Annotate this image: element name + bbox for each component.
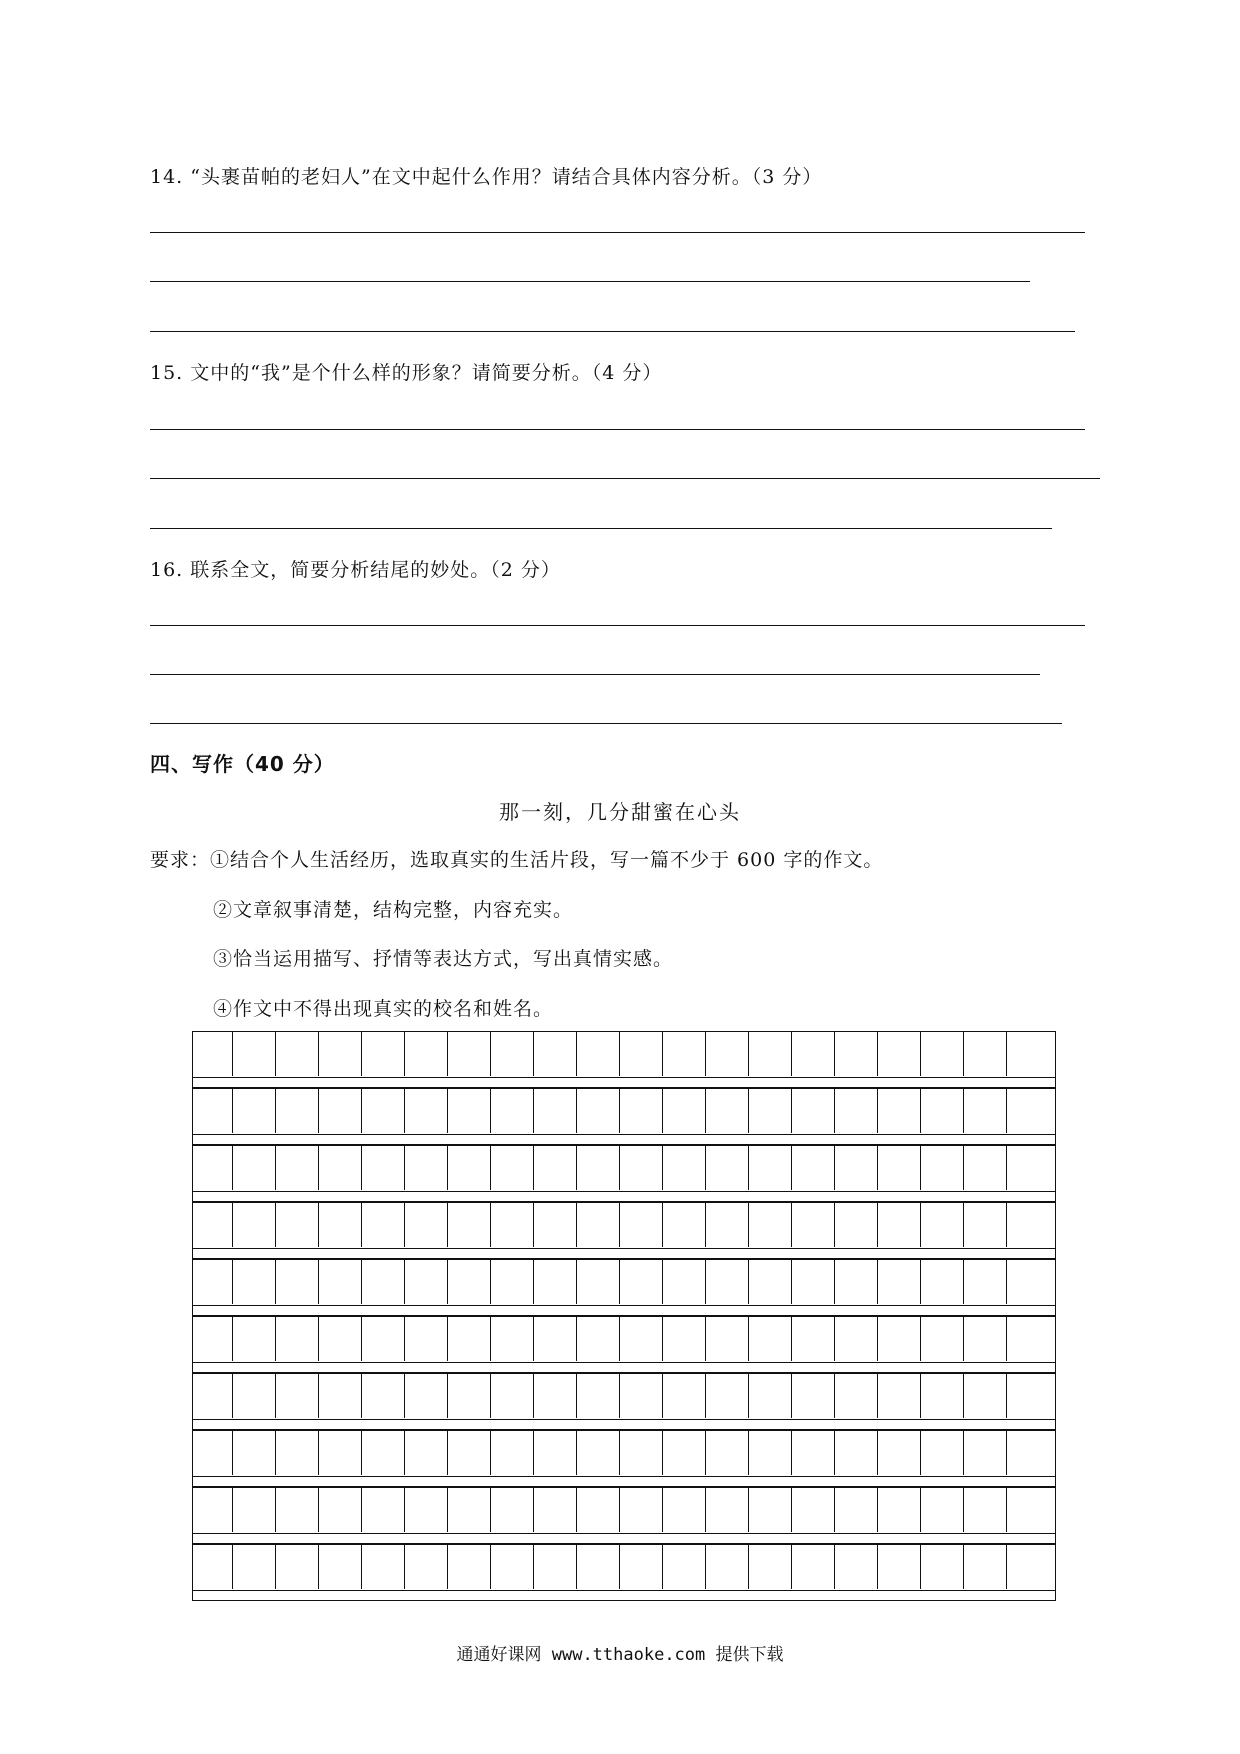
- grid-cell-divider: [662, 1089, 663, 1133]
- grid-cell-divider: [404, 1431, 405, 1475]
- grid-cell-divider: [533, 1374, 534, 1418]
- grid-cell-divider: [748, 1374, 749, 1418]
- grid-cell-divider: [232, 1146, 233, 1190]
- grid-cell-divider: [920, 1317, 921, 1361]
- requirement-item: ②文章叙事清楚，结构完整，内容充实。: [213, 899, 574, 921]
- grid-cell-divider: [447, 1203, 448, 1247]
- grid-cell-divider: [834, 1488, 835, 1532]
- answer-line[interactable]: [150, 478, 1100, 479]
- grid-cell-divider: [877, 1431, 878, 1475]
- grid-cell-divider: [404, 1203, 405, 1247]
- grid-cell-divider: [490, 1260, 491, 1304]
- grid-cell-divider: [619, 1032, 620, 1076]
- grid-cell-divider: [361, 1317, 362, 1361]
- grid-cell-divider: [447, 1545, 448, 1589]
- grid-cell-divider: [447, 1374, 448, 1418]
- answer-line[interactable]: [150, 528, 1052, 529]
- grid-cell-divider: [232, 1203, 233, 1247]
- question-number: 14.: [150, 166, 184, 188]
- grid-cell-divider: [877, 1260, 878, 1304]
- grid-cell-divider: [791, 1089, 792, 1133]
- grid-cell-divider: [404, 1089, 405, 1133]
- grid-cell-divider: [834, 1089, 835, 1133]
- grid-cell-divider: [447, 1032, 448, 1076]
- grid-row-spacer: [192, 1249, 1056, 1259]
- grid-row-spacer: [192, 1591, 1056, 1601]
- grid-cell-divider: [705, 1260, 706, 1304]
- grid-cell-divider: [920, 1545, 921, 1589]
- grid-cell-divider: [490, 1374, 491, 1418]
- grid-cell-divider: [619, 1260, 620, 1304]
- answer-line[interactable]: [150, 429, 1085, 430]
- grid-cell-divider: [318, 1431, 319, 1475]
- question-number: 15.: [150, 362, 184, 384]
- grid-cell-divider: [920, 1260, 921, 1304]
- grid-cell-divider: [1006, 1374, 1007, 1418]
- essay-title: 那一刻，几分甜蜜在心头: [499, 800, 741, 824]
- grid-row-spacer: [192, 1135, 1056, 1145]
- grid-cell-divider: [920, 1032, 921, 1076]
- grid-cell-divider: [447, 1488, 448, 1532]
- answer-line[interactable]: [150, 674, 1040, 675]
- grid-cell-divider: [834, 1317, 835, 1361]
- grid-cell-divider: [447, 1317, 448, 1361]
- grid-cell-divider: [275, 1089, 276, 1133]
- grid-cell-divider: [877, 1317, 878, 1361]
- grid-cell-divider: [834, 1431, 835, 1475]
- grid-cell-divider: [576, 1374, 577, 1418]
- grid-cell-divider: [791, 1032, 792, 1076]
- grid-cell-divider: [490, 1545, 491, 1589]
- grid-cell-divider: [619, 1203, 620, 1247]
- grid-row-spacer: [192, 1534, 1056, 1544]
- grid-cell-divider: [877, 1146, 878, 1190]
- grid-cell-divider: [963, 1089, 964, 1133]
- grid-cell-divider: [963, 1317, 964, 1361]
- grid-cell-divider: [705, 1089, 706, 1133]
- grid-cell-divider: [1006, 1203, 1007, 1247]
- grid-cell-divider: [619, 1431, 620, 1475]
- grid-row-spacer: [192, 1363, 1056, 1373]
- grid-cell-divider: [748, 1203, 749, 1247]
- grid-row: [192, 1430, 1056, 1477]
- grid-cell-divider: [275, 1317, 276, 1361]
- grid-cell-divider: [619, 1146, 620, 1190]
- grid-cell-divider: [318, 1146, 319, 1190]
- grid-cell-divider: [963, 1488, 964, 1532]
- grid-cell-divider: [748, 1146, 749, 1190]
- grid-cell-divider: [533, 1203, 534, 1247]
- grid-cell-divider: [619, 1317, 620, 1361]
- grid-cell-divider: [490, 1431, 491, 1475]
- grid-cell-divider: [361, 1203, 362, 1247]
- grid-cell-divider: [232, 1032, 233, 1076]
- answer-line[interactable]: [150, 281, 1030, 282]
- grid-cell-divider: [232, 1374, 233, 1418]
- grid-cell-divider: [232, 1431, 233, 1475]
- grid-cell-divider: [361, 1089, 362, 1133]
- grid-cell-divider: [232, 1545, 233, 1589]
- question-16: [150, 555, 561, 582]
- grid-cell-divider: [662, 1146, 663, 1190]
- grid-cell-divider: [447, 1431, 448, 1475]
- grid-cell-divider: [490, 1203, 491, 1247]
- grid-cell-divider: [791, 1374, 792, 1418]
- grid-cell-divider: [361, 1032, 362, 1076]
- grid-cell-divider: [662, 1374, 663, 1418]
- grid-cell-divider: [834, 1374, 835, 1418]
- grid-cell-divider: [877, 1545, 878, 1589]
- grid-cell-divider: [361, 1488, 362, 1532]
- grid-cell-divider: [705, 1032, 706, 1076]
- grid-row-spacer: [192, 1078, 1056, 1088]
- grid-cell-divider: [275, 1032, 276, 1076]
- grid-cell-divider: [1006, 1317, 1007, 1361]
- grid-cell-divider: [404, 1545, 405, 1589]
- grid-row-spacer: [192, 1192, 1056, 1202]
- question-15: [150, 358, 662, 385]
- grid-cell-divider: [705, 1545, 706, 1589]
- grid-cell-divider: [576, 1431, 577, 1475]
- grid-cell-divider: [834, 1260, 835, 1304]
- answer-line[interactable]: [150, 232, 1085, 233]
- grid-cell-divider: [318, 1488, 319, 1532]
- grid-row: [192, 1088, 1056, 1135]
- grid-cell-divider: [791, 1146, 792, 1190]
- grid-cell-divider: [705, 1488, 706, 1532]
- grid-cell-divider: [318, 1374, 319, 1418]
- grid-cell-divider: [963, 1203, 964, 1247]
- grid-cell-divider: [232, 1488, 233, 1532]
- grid-cell-divider: [748, 1089, 749, 1133]
- grid-cell-divider: [576, 1317, 577, 1361]
- grid-cell-divider: [748, 1488, 749, 1532]
- grid-cell-divider: [791, 1260, 792, 1304]
- grid-cell-divider: [1006, 1431, 1007, 1475]
- composition-grid[interactable]: [192, 1031, 1058, 1605]
- grid-cell-divider: [1006, 1545, 1007, 1589]
- section-heading: 四、写作（40 分）: [150, 752, 335, 776]
- grid-cell-divider: [275, 1260, 276, 1304]
- answer-line[interactable]: [150, 331, 1075, 332]
- grid-cell-divider: [404, 1032, 405, 1076]
- grid-row: [192, 1031, 1056, 1078]
- grid-cell-divider: [361, 1260, 362, 1304]
- grid-cell-divider: [275, 1203, 276, 1247]
- grid-cell-divider: [490, 1317, 491, 1361]
- grid-cell-divider: [705, 1317, 706, 1361]
- question-text: 文中的“我”是个什么样的形象？请简要分析。（4 分）: [190, 362, 663, 384]
- question-text: “头裹苗帕的老妇人”在文中起什么作用？请结合具体内容分析。（3 分）: [190, 166, 823, 188]
- grid-row-spacer: [192, 1306, 1056, 1316]
- grid-cell-divider: [447, 1260, 448, 1304]
- grid-cell-divider: [1006, 1146, 1007, 1190]
- grid-cell-divider: [662, 1317, 663, 1361]
- grid-cell-divider: [1006, 1089, 1007, 1133]
- grid-cell-divider: [490, 1146, 491, 1190]
- grid-cell-divider: [533, 1032, 534, 1076]
- grid-cell-divider: [705, 1374, 706, 1418]
- grid-cell-divider: [877, 1203, 878, 1247]
- grid-cell-divider: [705, 1431, 706, 1475]
- grid-cell-divider: [662, 1260, 663, 1304]
- grid-cell-divider: [920, 1203, 921, 1247]
- grid-cell-divider: [275, 1431, 276, 1475]
- grid-cell-divider: [576, 1146, 577, 1190]
- grid-cell-divider: [318, 1032, 319, 1076]
- grid-cell-divider: [404, 1146, 405, 1190]
- grid-cell-divider: [1006, 1032, 1007, 1076]
- grid-cell-divider: [361, 1431, 362, 1475]
- grid-cell-divider: [705, 1146, 706, 1190]
- grid-cell-divider: [533, 1089, 534, 1133]
- grid-cell-divider: [533, 1488, 534, 1532]
- grid-cell-divider: [447, 1146, 448, 1190]
- grid-row: [192, 1487, 1056, 1534]
- grid-cell-divider: [963, 1260, 964, 1304]
- grid-cell-divider: [834, 1146, 835, 1190]
- grid-cell-divider: [275, 1146, 276, 1190]
- grid-cell-divider: [576, 1260, 577, 1304]
- grid-row: [192, 1316, 1056, 1363]
- grid-cell-divider: [1006, 1260, 1007, 1304]
- question-number: 16.: [150, 559, 184, 581]
- grid-cell-divider: [662, 1203, 663, 1247]
- grid-cell-divider: [748, 1260, 749, 1304]
- grid-row: [192, 1544, 1056, 1591]
- grid-cell-divider: [576, 1488, 577, 1532]
- grid-cell-divider: [748, 1317, 749, 1361]
- footer-source: 通通好课网 www.tthaoke.com 提供下载: [456, 1645, 784, 1665]
- requirement-item: ④作文中不得出现真实的校名和姓名。: [213, 998, 554, 1020]
- grid-cell-divider: [877, 1374, 878, 1418]
- grid-cell-divider: [705, 1203, 706, 1247]
- grid-cell-divider: [447, 1089, 448, 1133]
- grid-row: [192, 1145, 1056, 1192]
- grid-cell-divider: [834, 1032, 835, 1076]
- answer-line[interactable]: [150, 723, 1062, 724]
- grid-row-spacer: [192, 1420, 1056, 1430]
- grid-cell-divider: [619, 1545, 620, 1589]
- grid-cell-divider: [662, 1032, 663, 1076]
- grid-cell-divider: [791, 1545, 792, 1589]
- grid-cell-divider: [963, 1146, 964, 1190]
- grid-cell-divider: [318, 1089, 319, 1133]
- grid-cell-divider: [576, 1545, 577, 1589]
- grid-cell-divider: [963, 1032, 964, 1076]
- grid-cell-divider: [1006, 1488, 1007, 1532]
- requirement-item: [150, 845, 883, 872]
- question-14: [150, 162, 822, 189]
- grid-cell-divider: [318, 1317, 319, 1361]
- grid-cell-divider: [877, 1089, 878, 1133]
- grid-row: [192, 1259, 1056, 1306]
- grid-cell-divider: [318, 1545, 319, 1589]
- grid-cell-divider: [533, 1431, 534, 1475]
- grid-cell-divider: [619, 1089, 620, 1133]
- grid-cell-divider: [791, 1203, 792, 1247]
- grid-row-spacer: [192, 1477, 1056, 1487]
- grid-cell-divider: [275, 1545, 276, 1589]
- grid-cell-divider: [619, 1374, 620, 1418]
- grid-cell-divider: [834, 1545, 835, 1589]
- grid-cell-divider: [619, 1488, 620, 1532]
- grid-cell-divider: [490, 1032, 491, 1076]
- grid-cell-divider: [576, 1089, 577, 1133]
- grid-cell-divider: [791, 1317, 792, 1361]
- grid-cell-divider: [318, 1260, 319, 1304]
- grid-cell-divider: [877, 1032, 878, 1076]
- requirements-label: 要求：: [150, 849, 211, 871]
- grid-cell-divider: [404, 1317, 405, 1361]
- grid-cell-divider: [963, 1431, 964, 1475]
- grid-cell-divider: [404, 1260, 405, 1304]
- grid-cell-divider: [748, 1545, 749, 1589]
- grid-cell-divider: [920, 1146, 921, 1190]
- grid-cell-divider: [232, 1260, 233, 1304]
- grid-cell-divider: [920, 1089, 921, 1133]
- question-text: 联系全文，简要分析结尾的妙处。（2 分）: [190, 559, 561, 581]
- grid-cell-divider: [748, 1032, 749, 1076]
- grid-row: [192, 1202, 1056, 1249]
- grid-cell-divider: [791, 1488, 792, 1532]
- grid-cell-divider: [576, 1203, 577, 1247]
- requirement-item: ③恰当运用描写、抒情等表达方式，写出真情实感。: [213, 948, 674, 970]
- grid-cell-divider: [662, 1431, 663, 1475]
- grid-cell-divider: [490, 1488, 491, 1532]
- grid-cell-divider: [490, 1089, 491, 1133]
- answer-line[interactable]: [150, 625, 1085, 626]
- grid-cell-divider: [275, 1488, 276, 1532]
- grid-cell-divider: [232, 1317, 233, 1361]
- grid-cell-divider: [920, 1431, 921, 1475]
- grid-cell-divider: [963, 1374, 964, 1418]
- grid-cell-divider: [404, 1488, 405, 1532]
- requirement-text: ①结合个人生活经历，选取真实的生活片段，写一篇不少于 600 字的作文。: [210, 849, 884, 871]
- grid-cell-divider: [533, 1545, 534, 1589]
- grid-cell-divider: [576, 1032, 577, 1076]
- grid-cell-divider: [662, 1545, 663, 1589]
- grid-cell-divider: [920, 1488, 921, 1532]
- grid-cell-divider: [533, 1317, 534, 1361]
- grid-cell-divider: [963, 1545, 964, 1589]
- grid-cell-divider: [361, 1146, 362, 1190]
- grid-cell-divider: [920, 1374, 921, 1418]
- grid-cell-divider: [361, 1545, 362, 1589]
- grid-row: [192, 1373, 1056, 1420]
- grid-cell-divider: [232, 1089, 233, 1133]
- grid-cell-divider: [662, 1488, 663, 1532]
- grid-cell-divider: [533, 1146, 534, 1190]
- grid-cell-divider: [318, 1203, 319, 1247]
- grid-cell-divider: [275, 1374, 276, 1418]
- grid-cell-divider: [748, 1431, 749, 1475]
- grid-cell-divider: [791, 1431, 792, 1475]
- grid-cell-divider: [404, 1374, 405, 1418]
- grid-cell-divider: [877, 1488, 878, 1532]
- grid-cell-divider: [533, 1260, 534, 1304]
- grid-cell-divider: [361, 1374, 362, 1418]
- grid-cell-divider: [834, 1203, 835, 1247]
